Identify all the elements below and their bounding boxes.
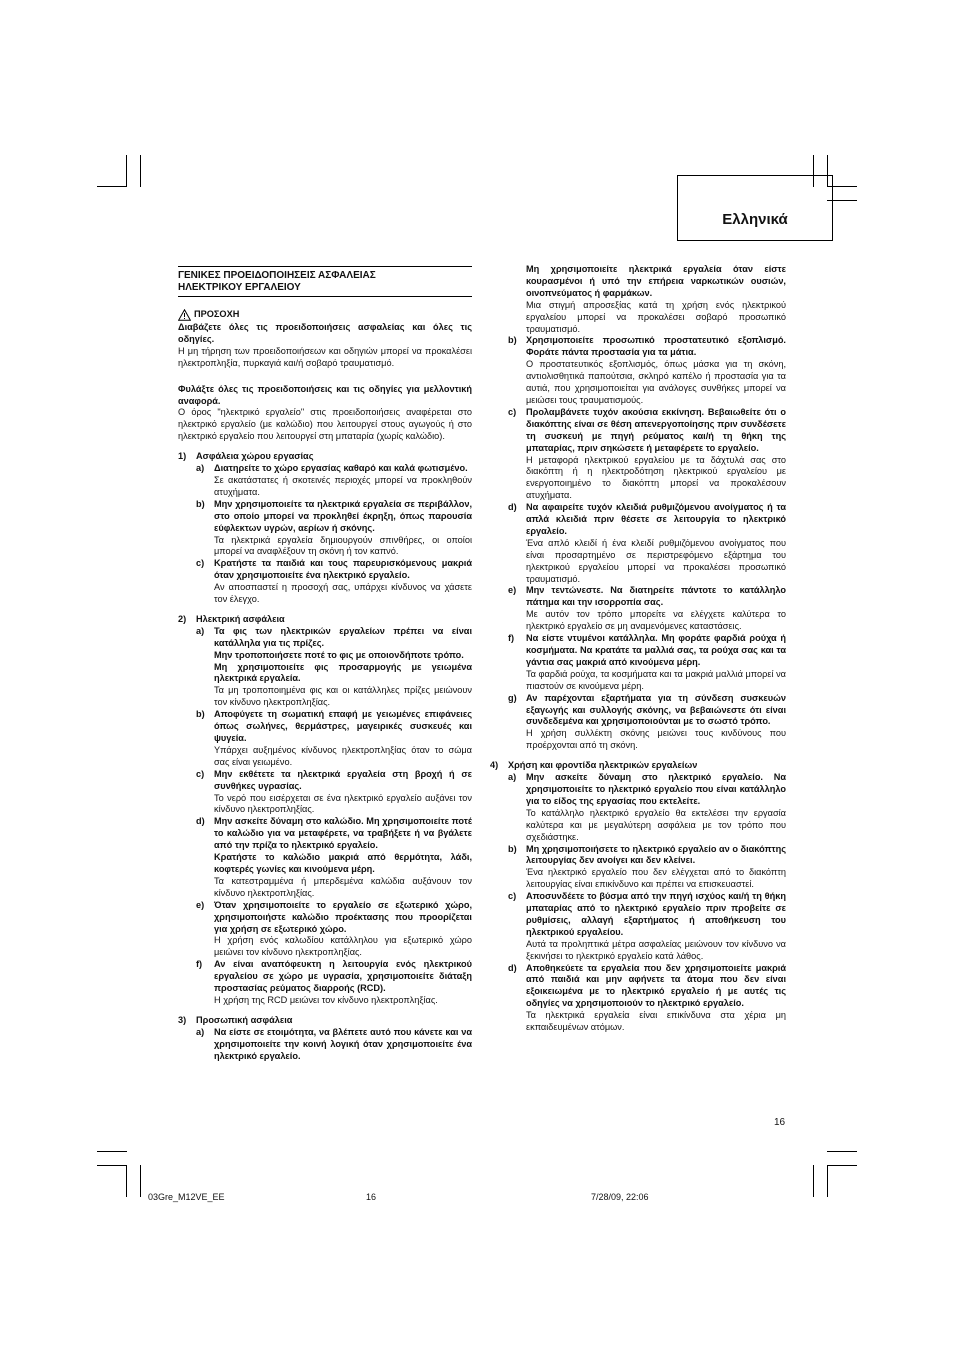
- left-column: [178, 266, 472, 1062]
- language-label: Ελληνικά: [722, 211, 788, 228]
- footer-page: 16: [366, 1192, 377, 1202]
- list-item: d) Να αφαιρείτε τυχόν κλειδιά ρυθμιζόμενου ανοίγματος ή τα απλά κλειδιά πριν θέσετε σε λειτουργία το ηλεκτρικό εργαλείο. Ένα απλό κλειδί ή ένα κλειδί ρυθμιζόμενου ανοίγματος που είναι προσαρτημένο σε περιστρεφόμενο εξάρτημα του ηλεκτρικού εργαλείου μπορεί να προκαλέσει προσωπικό τραυματισμό.: [508, 502, 786, 584]
- crop-mark: [140, 1165, 141, 1197]
- section-3-heading: 3) Προσωπική ασφάλεια: [178, 1014, 293, 1025]
- list-item: a) Να είστε σε ετοιμότητα, να βλέπετε αυτό που κάνετε και να χρησιμοποιείτε την κοινή λογική όταν χρησιμοποιείτε ένα ηλεκτρικό εργαλείο.: [196, 1026, 472, 1061]
- crop-mark: [126, 1165, 127, 1197]
- list-item: c) Προλαμβάνετε τυχόν ακούσια εκκίνηση. Βεβαιωθείτε ότι ο διακόπτης είναι σε θέση απενεργοποίησης πριν συνδέσετε τη συσκευή με πηγή ρεύματος και/ή τη θήκη της μπαταρίας, πριν σηκώσετε ή μεταφέρετε το εργαλείο. Η μεταφορά ηλεκτρικού εργαλείου με τα δάχτυλά σας στο διακόπτη ή η ηλεκτροδότηση ηλεκτρικού εργαλείου με ενεργοποιημένο το διακόπτη μπορεί να προκαλέσουν ατυχήματα.: [508, 406, 786, 501]
- list-item: e) Μην τεντώνεστε. Να διατηρείτε πάντοτε το κατάλληλο πάτημα και την ισορροπία σας. Με αυτόν τον τρόπο μπορείτε να ελέγχετε καλύτερα το ηλεκτρικό εργαλείο σε μη αναμενόμενες καταστάσεις.: [508, 585, 786, 632]
- crop-mark: [827, 1165, 857, 1166]
- continued-bold: Μη χρησιμοποιείτε ηλεκτρικά εργαλεία όταν είστε κουρασμένοι ή υπό την επήρεια ναρκωτικών ουσιών, οινοπνεύματος ή φαρμάκων.: [526, 264, 786, 298]
- warning-text-2: Ο όρος "ηλεκτρικό εργαλείο" στις προειδοποιήσεις αναφέρεται στο ηλεκτρικό εργαλείο (με καλώδιο) που λειτουργεί στους αγωγούς ή στο ηλεκτρικό εργαλείο που λειτουργεί στη μπαταρία (χωρίς καλώδιο).: [178, 407, 472, 442]
- crop-mark: [813, 1165, 814, 1197]
- list-item: f) Να είστε ντυμένοι κατάλληλα. Μη φοράτε φαρδιά ρούχα ή κοσμήματα. Να κρατάτε τα μαλλιά σας, τα ρούχα σας και τα γάντια σας μακριά από κινούμενα μέρη. Τα φαρδιά ρούχα, τα κοσμήματα και τα μακριά μαλλιά μπορεί να πιαστούν σε κινούμενα μέρη.: [508, 633, 786, 691]
- right-column: [490, 264, 786, 1034]
- list-item: f) Αν είναι αναπόφευκτη η λειτουργία ενός ηλεκτρικού εργαλείου σε χώρο με υγρασία, χρησιμοποιείτε διάταξη προστασίας ρεύματος διαρροής (RCD). Η χρήση της RCD μειώνει τον κίνδυνο ηλεκτροπληξίας.: [196, 959, 472, 1005]
- section-1-heading: 1) Ασφάλεια χώρου εργασίας: [178, 451, 314, 462]
- footer-file: 03Gre_M12VE_EE: [148, 1192, 225, 1202]
- list-item: c) Κρατήστε τα παιδιά και τους παρευρισκόμενους μακριά όταν χρησιμοποιείτε ένα ηλεκτρικό εργαλείο. Αν αποσπαστεί η προσοχή σας, υπάρχει κίνδυνος να χάσετε τον έλεγχο.: [196, 558, 472, 605]
- crop-mark: [140, 155, 141, 187]
- list-item: e) Όταν χρησιμοποιείτε το εργαλείο σε εξωτερικό χώρο, χρησιμοποιήστε καλώδιο προέκτασης που προορίζεται για χρήση σε εξωτερικό χώρο. Η χρήση ενός καλωδίου κατάλληλου για εξωτερικό χώρο μειώνει τον κίνδυνο ηλεκτροπληξίας.: [196, 899, 472, 958]
- continued-text: Μια στιγμή απροσεξίας κατά τη χρήση ενός ηλεκτρικού εργαλείου μπορεί να προκαλέσει σοβαρό προσωπικό τραυματισμό.: [526, 299, 786, 334]
- warning-text-1: Η μη τήρηση των προειδοποιήσεων και οδηγιών μπορεί να προκαλέσει ηλεκτροπληξία, πυρκαγιά και/ή σοβαρό τραυματισμό.: [178, 345, 472, 368]
- crop-mark: [126, 155, 127, 187]
- list-item: a) Μην ασκείτε δύναμη στο ηλεκτρικό εργαλείο. Να χρησιμοποιείτε το ηλεκτρικό εργαλείο που είναι κατάλληλο για το είδος της εργασίας που εκτελείτε. Το κατάλληλο ηλεκτρικό εργαλείο θα εκτελέσει την εργασία καλύτερα και με μεγαλύτερη ασφάλεια με τον τρόπο που σχεδιάστηκε.: [508, 772, 786, 842]
- list-item: b) Χρησιμοποιείτε προσωπικό προστατευτικό εξοπλισμό. Φοράτε πάντα προστασία για τα μάτια. Ο προστατευτικός εξοπλισμός, όπως μάσκα για τη σκόνη, αντιολισθητικά παπούτσια, σκληρό καπέλο ή προστασία για τα αυτιά, που χρησιμοποιείται για ανάλογες συνθήκες μπορεί να μειώσει τους τραυματισμούς.: [508, 335, 786, 405]
- list-item: g) Αν παρέχονται εξαρτήματα για τη σύνδεση συσκευών εξαγωγής και συλλογής σκόνης, να βεβαιώνεστε ότι είναι συνδεδεμένα και χρησιμοποιούνται με το σωστό τρόπο. Η χρήση συλλέκτη σκόνης μειώνει τους κινδύνους που προέρχονται από τη σκόνη.: [508, 692, 786, 751]
- warning-triangle-icon: [178, 309, 191, 321]
- section-4-heading: 4) Χρήση και φροντίδα ηλεκτρικών εργαλείων: [490, 760, 698, 771]
- crop-mark: [827, 1165, 828, 1197]
- list-item: b) Μη χρησιμοποιήσετε το ηλεκτρικό εργαλείο αν ο διακόπτης λειτουργίας δεν ανοίγει και δεν κλείνει. Ένα ηλεκτρικό εργαλείο που δεν ελέγχεται από το διακόπτη λειτουργίας είναι επικίνδυνο και πρέπει να επισκευαστεί.: [508, 843, 786, 890]
- crop-mark: [827, 1151, 857, 1152]
- list-item: d) Μην ασκείτε δύναμη στο καλώδιο. Μη χρησιμοποιείτε ποτέ το καλώδιο για να μεταφέρετε, να τραβήξετε ή να βγάλετε από την πρίζα το ηλεκτρικό εργαλείο. Κρατήστε το καλώδιο μακριά από θερμότητα, λάδι, κοφτερές γωνίες και κινούμενα μέρη. Τα κατεστραμμένα ή μπερδεμένα καλώδια αυξάνουν τον κίνδυνο ηλεκτροπληξίας.: [196, 816, 472, 898]
- list-item: b) Αποφύγετε τη σωματική επαφή με γειωμένες επιφάνειες όπως σωλήνες, θερμάστρες, μαγειρικές συσκευές και ψυγεία. Υπάρχει αυξημένος κίνδυνος ηλεκτροπληξίας όταν το σώμα σας είναι γειωμένο.: [196, 709, 472, 767]
- crop-mark: [97, 186, 127, 187]
- language-tab: [677, 175, 833, 241]
- warning-bold-2: Φυλάξτε όλες τις προειδοποιήσεις και τις οδηγίες για μελλοντική αναφορά.: [178, 383, 472, 406]
- list-item: d) Αποθηκεύετε τα εργαλεία που δεν χρησιμοποιείτε μακριά από παιδιά και μην αφήνετε τα άτομα που δεν είναι εξοικειωμένα με το ηλεκτρικό εργαλείο ή με αυτές τις οδηγίες να χρησιμοποιούν το ηλεκτρικό εργαλείο. Τα ηλεκτρικά εργαλεία είναι επικίνδυνα στα χέρια μη εκπαιδευμένων ατόμων.: [508, 962, 786, 1033]
- list-item: a) Διατηρείτε το χώρο εργασίας καθαρό και καλά φωτισμένο. Σε ακατάστατες ή σκοτεινές περιοχές μπορεί να προκληθούν ατυχήματα.: [196, 463, 472, 497]
- crop-mark: [97, 1165, 127, 1166]
- section-2-heading: 2) Ηλεκτρική ασφάλεια: [178, 613, 285, 624]
- list-item: b) Μην χρησιμοποιείτε τα ηλεκτρικά εργαλεία σε περιβάλλον, στο οποίο μπορεί να προκληθεί έκρηξη, όπως παρουσία εύφλεκτων υγρών, αερίων ή σκόνης. Τα ηλεκτρικά εργαλεία δημιουργούν σπινθήρες, οι οποίοι μπορεί να αναφλέξουν τη σκόνη ή τον καπνό.: [196, 498, 472, 557]
- crop-mark: [97, 1151, 127, 1152]
- warning-heading: ΠΡΟΣΟΧΗ: [178, 309, 472, 321]
- list-item: a) Τα φις των ηλεκτρικών εργαλείων πρέπει να είναι κατάλληλα για τις πρίζες. Μην τροποποιήσετε ποτέ το φις με οποιονδήποτε τρόπο. Μη χρησιμοποιείτε φις προσαρμογής με γειωμένα ηλεκτρικά εργαλεία. Τα μη τροποποιημένα φις και οι κατάλληλες πρίζες μειώνουν τον κίνδυνο ηλεκτροπληξίας.: [196, 625, 472, 708]
- section-title: ΓΕΝΙΚΕΣ ΠΡΟΕΙΔΟΠΟΙΗΣΕΙΣ ΑΣΦΑΛΕΙΑΣ ΗΛΕΚΤΡΙΚΟΥ ΕΡΓΑΛΕΙΟΥ: [178, 266, 472, 297]
- footer-date: 7/28/09, 22:06: [591, 1192, 649, 1202]
- page-number: 16: [774, 1117, 786, 1128]
- warning-bold-1: Διαβάζετε όλες τις προειδοποιήσεις ασφαλείας και όλες τις οδηγίες.: [178, 322, 472, 344]
- list-item: c) Μην εκθέτετε τα ηλεκτρικά εργαλεία στη βροχή ή σε συνθήκες υγρασίας. Το νερό που εισέρχεται σε ένα ηλεκτρικό εργαλείο αυξάνει τον κίνδυνο ηλεκτροπληξίας.: [196, 768, 472, 815]
- list-item: c) Αποσυνδέετε το βύσμα από την πηγή ισχύος και/ή τη θήκη μπαταρίας από το ηλεκτρικό εργαλείο πριν προβείτε σε ρυθμίσεις, αλλαγή εξαρτήματος ή αποθήκευση του ηλεκτρικού εργαλείου. Αυτά τα προληπτικά μέτρα ασφαλείας μειώνουν τον κίνδυνο να ξεκινήσει το ηλεκτρικό εργαλείο κατά λάθος.: [508, 891, 786, 961]
